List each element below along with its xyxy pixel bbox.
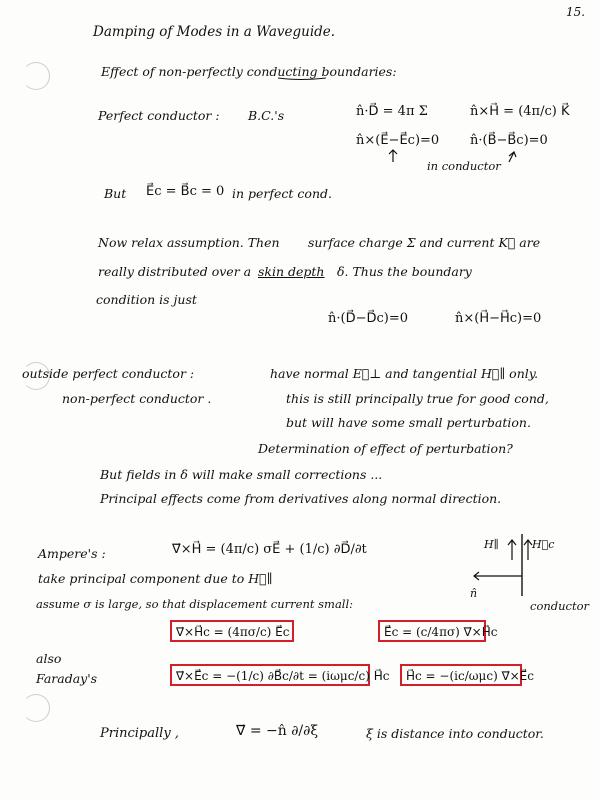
fields-line-2: Principal effects come from derivatives along normal direction. xyxy=(100,491,502,506)
arrow-up-right xyxy=(509,152,516,162)
skin-depth-term: skin depth xyxy=(258,264,325,279)
amperes-line-2: assume σ is large, so that displacement current small: xyxy=(36,597,354,611)
nonperfect-line-3: Determination of effect of perturbation? xyxy=(258,441,513,456)
nonperfect-label: non-perfect conductor . xyxy=(62,391,212,406)
perfect-conductor-label: Perfect conductor : xyxy=(98,108,220,123)
relax-line-3: condition is just xyxy=(96,292,197,307)
amperes-line-1: take principal component due to H⃗∥ xyxy=(38,571,273,586)
outside-label: outside perfect conductor : xyxy=(22,366,195,381)
underline-stroke xyxy=(278,78,326,80)
principally-suffix: ξ is distance into conductor. xyxy=(366,726,544,741)
but-suffix: in perfect cond. xyxy=(232,186,332,201)
equation-n-dot-d-diff: n̂·(D⃗−D⃗c)=0 xyxy=(328,311,409,326)
arrow-up-left xyxy=(389,150,397,162)
relax-line-2c: δ. Thus the boundary xyxy=(337,264,472,279)
relax-line-1b: surface charge Σ and current K⃗ are xyxy=(308,235,541,250)
hc-label: H⃗c xyxy=(532,538,555,551)
equation-n-cross-e: n̂×(E⃗−E⃗c)=0 xyxy=(356,133,440,148)
also-label: also xyxy=(36,651,62,666)
equation-n-cross-h: n̂×H⃗ = (4π/c) K⃗ xyxy=(470,104,570,119)
bc-label: B.C.'s xyxy=(248,108,285,123)
in-conductor-label: in conductor xyxy=(427,159,501,173)
intro-line: Effect of non-perfectly conducting boundaries: xyxy=(101,64,397,79)
faradays-label: Faraday's xyxy=(36,671,98,686)
boxed-faraday-equation: ∇⃗×E⃗c = −(1/c) ∂B⃗c/∂t = (iωμc/c) H⃗c xyxy=(170,664,370,686)
equation-n-cross-h-diff: n̂×(H⃗−H⃗c)=0 xyxy=(455,311,542,326)
nonperfect-line-1: this is still principally true for good cond, xyxy=(286,391,549,406)
but-prefix: But xyxy=(104,186,127,201)
nonperfect-line-2: but will have some small perturbation. xyxy=(286,415,531,430)
equation-ec-bc-zero: E⃗c = B⃗c = 0 xyxy=(146,184,225,199)
principally-label: Principally , xyxy=(100,726,179,741)
relax-line-1a: Now relax assumption. Then xyxy=(98,235,280,250)
outside-text: have normal E⃗⊥ and tangential H⃗∥ only. xyxy=(270,366,539,381)
page-number: 15. xyxy=(566,5,586,19)
h-parallel-label: H∥ xyxy=(484,538,499,551)
equation-n-dot-b: n̂·(B⃗−B⃗c)=0 xyxy=(470,133,548,148)
relax-line-2a: really distributed over a xyxy=(98,264,252,279)
gradient-equation: ∇⃗ = −n̂ ∂/∂ξ xyxy=(236,723,319,739)
boxed-ec-result: E⃗c = (c/4πσ) ∇⃗×H⃗c xyxy=(378,620,486,642)
amperes-equation: ∇⃗×H⃗ = (4π/c) σE⃗ + (1/c) ∂D⃗/∂t xyxy=(172,542,367,557)
boxed-hc-result: H⃗c = −(ic/ωμc) ∇⃗×E⃗c xyxy=(400,664,522,686)
boxed-ampere-result: ∇⃗×H⃗c = (4πσ/c) E⃗c xyxy=(170,620,294,642)
fields-line-1: But fields in δ will make small corrections ... xyxy=(100,467,383,482)
boundary-diagram xyxy=(474,534,532,596)
page-title: Damping of Modes in a Waveguide. xyxy=(93,24,336,40)
equation-n-dot-d: n̂·D⃗ = 4π Σ xyxy=(356,104,428,119)
normal-vector-label: n̂ xyxy=(470,587,478,600)
amperes-label: Ampere's : xyxy=(38,546,106,561)
conductor-label: conductor xyxy=(530,599,590,613)
